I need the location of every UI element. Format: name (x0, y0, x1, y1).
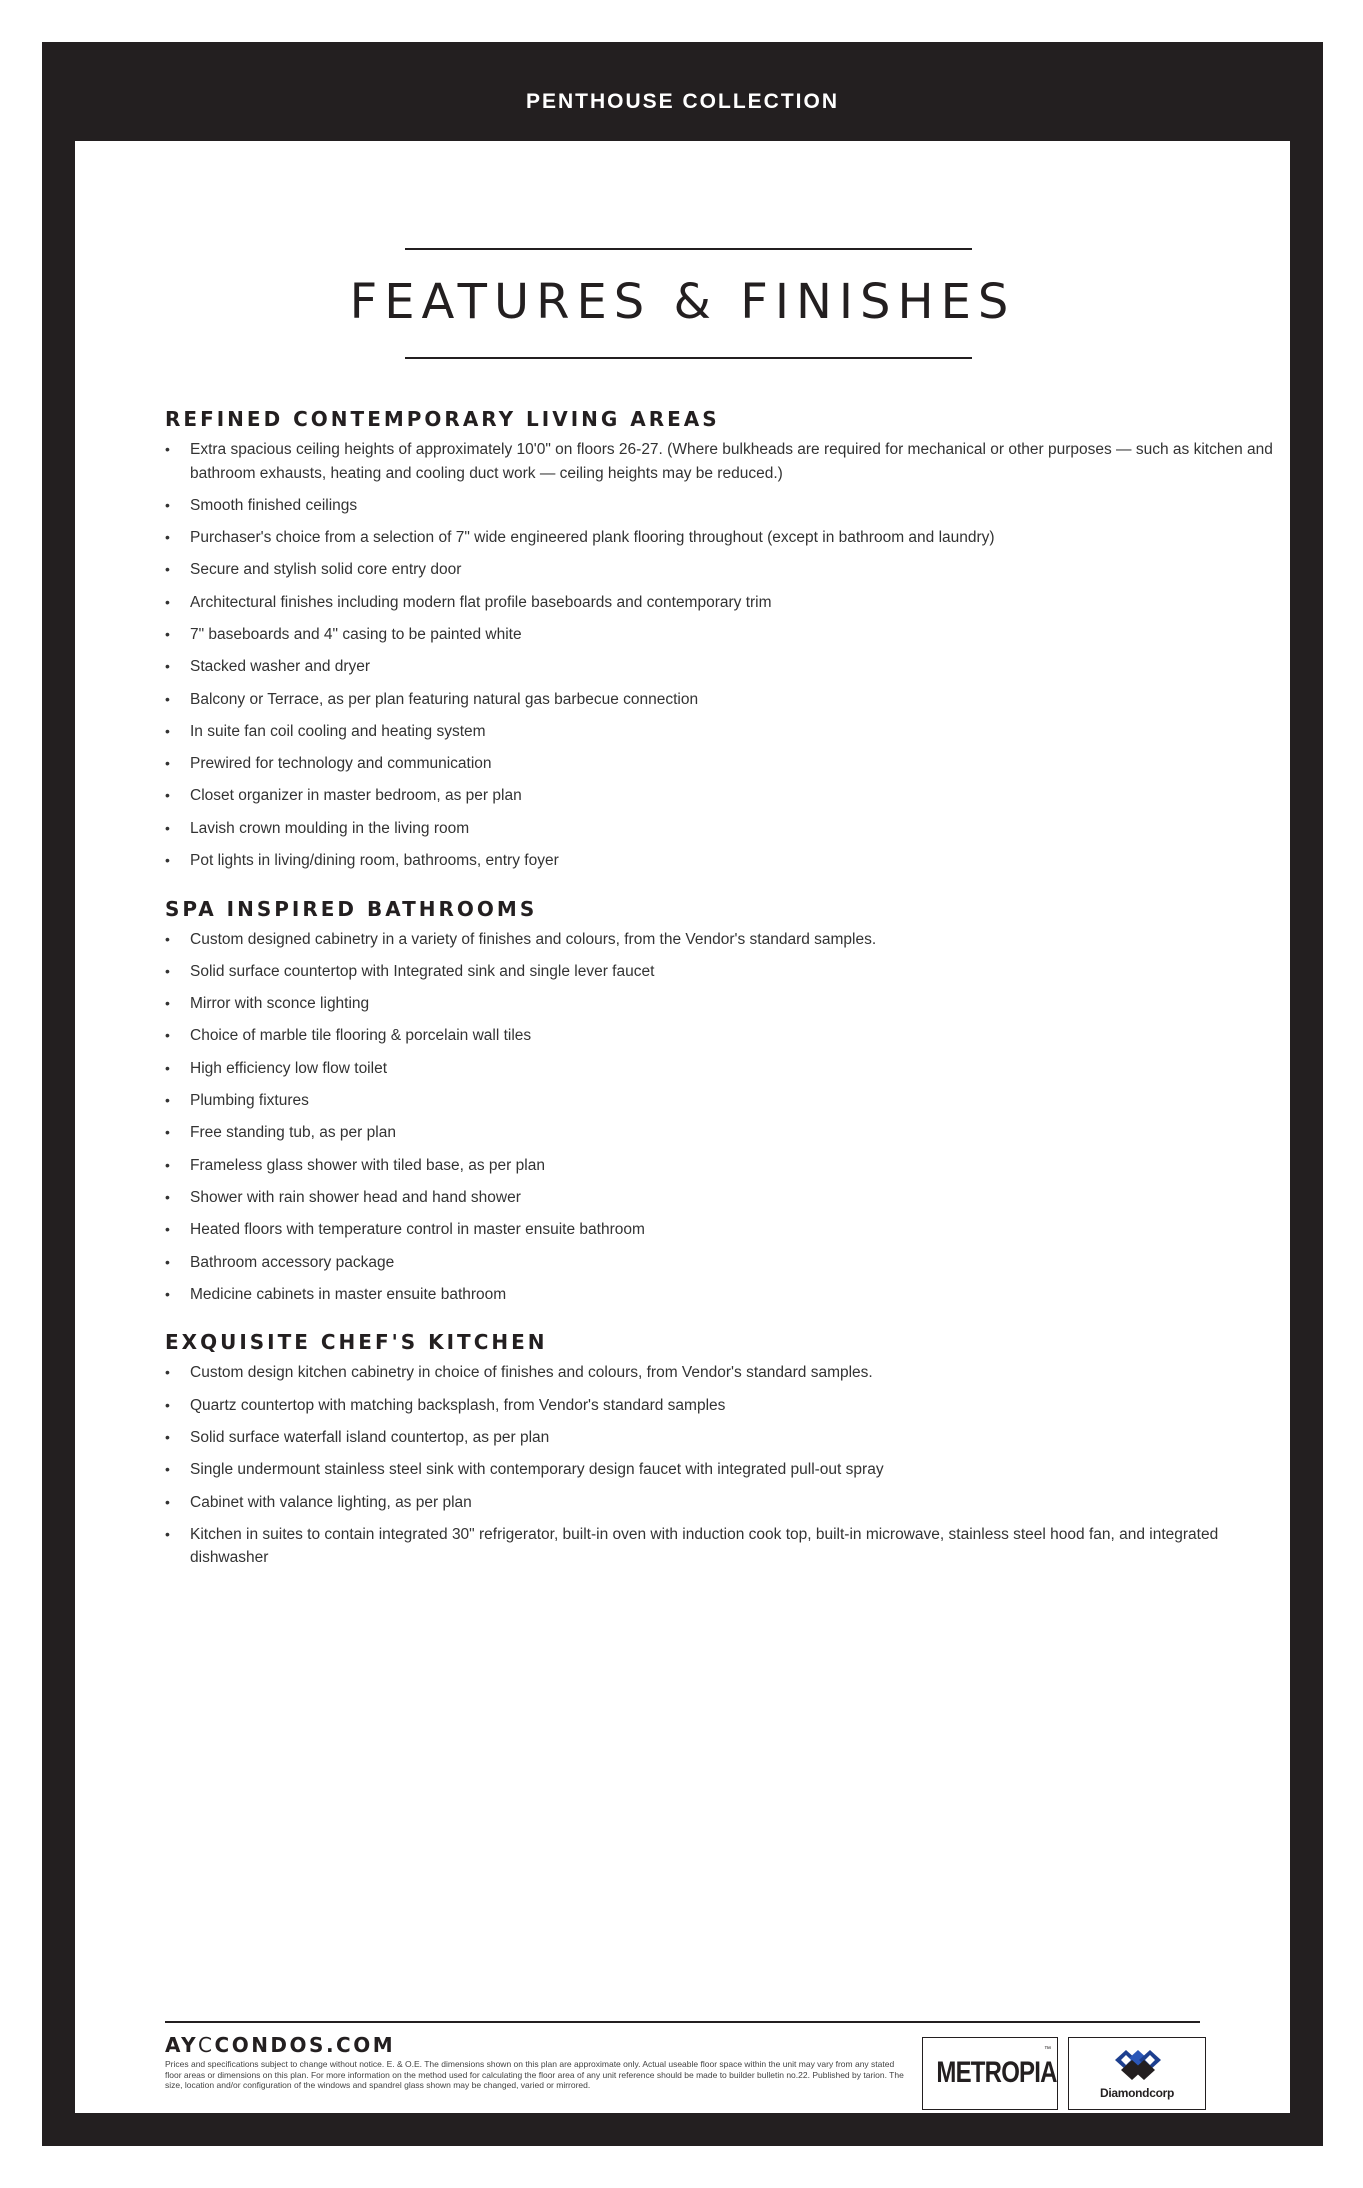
list-item: • Closet organizer in master bedroom, as per plan (165, 784, 1295, 808)
list-item: • Solid surface waterfall island countertop, as per plan (165, 1426, 1295, 1450)
list-item: • Pot lights in living/dining room, bathrooms, entry foyer (165, 849, 1295, 873)
bullet-icon: • (165, 1525, 170, 1542)
list-item: • Custom designed cabinetry in a variety of finishes and colours, from the Vendor's standard samples. (165, 928, 1295, 952)
list-item: • Heated floors with temperature control in master ensuite bathroom (165, 1218, 1295, 1242)
metropia-logo: METROPIA ™ (922, 2037, 1058, 2110)
bullet-icon: • (165, 625, 170, 642)
list-item: • Purchaser's choice from a selection of 7" wide engineered plank flooring throughout (except in bathroom and laundry) (165, 526, 1295, 550)
list-item: • Kitchen in suites to contain integrated 30" refrigerator, built-in oven with induction cook top, built-in microwave, stainless steel hood fan, and integrated dishwasher (165, 1523, 1295, 1570)
bullet-icon: • (165, 722, 170, 739)
bullet-icon: • (165, 593, 170, 610)
bullet-icon: • (165, 690, 170, 707)
list-item: • Solid surface countertop with Integrated sink and single lever faucet (165, 960, 1295, 984)
page-frame (42, 42, 1323, 2146)
bullet-icon: • (165, 1156, 170, 1173)
section-heading: SPA INSPIRED BATHROOMS (165, 896, 538, 921)
list-item: • 7" baseboards and 4" casing to be painted white (165, 623, 1295, 647)
list-item: • Free standing tub, as per plan (165, 1121, 1295, 1145)
bullet-icon: • (165, 787, 170, 804)
feature-list (165, 928, 1295, 1307)
bullet-icon: • (165, 755, 170, 772)
bullet-icon: • (165, 1396, 170, 1413)
bullet-icon: • (165, 1253, 170, 1270)
section-heading: EXQUISITE CHEF'S KITCHEN (165, 1330, 548, 1355)
bullet-icon: • (165, 962, 170, 979)
bullet-icon: • (165, 1461, 170, 1478)
bullet-icon: • (165, 658, 170, 675)
list-item: • Stacked washer and dryer (165, 655, 1295, 679)
bullet-icon: • (165, 995, 170, 1012)
list-item: • Quartz countertop with matching backsplash, from Vendor's standard samples (165, 1394, 1295, 1418)
list-item: • Plumbing fixtures (165, 1089, 1295, 1113)
bullet-icon: • (165, 1124, 170, 1141)
list-item: • Choice of marble tile flooring & porcelain wall tiles (165, 1024, 1295, 1048)
bullet-icon: • (165, 441, 170, 457)
website-link[interactable]: AYCCONDOS.COM (165, 2033, 396, 2057)
list-item: • Smooth finished ceilings (165, 494, 1295, 518)
list-item: • Custom design kitchen cabinetry in choice of finishes and colours, from Vendor's standard samples. (165, 1361, 1295, 1385)
title-rule-bottom (405, 357, 972, 359)
list-item: • Extra spacious ceiling heights of approximately 10'0" on floors 26-27. (Where bulkheads are required for mechanical or other purposes — such as kitchen and bathroom exhausts, heating and cooling duct work — ceiling heights may be reduced.) (165, 438, 1295, 485)
list-item: • High efficiency low flow toilet (165, 1057, 1295, 1081)
features-content (165, 407, 1295, 1594)
bullet-icon: • (165, 1188, 170, 1205)
bullet-icon: • (165, 1221, 170, 1238)
bullet-icon: • (165, 1059, 170, 1076)
list-item: • Lavish crown moulding in the living room (165, 817, 1295, 841)
list-item: • Shower with rain shower head and hand shower (165, 1186, 1295, 1210)
list-item: • Single undermount stainless steel sink with contemporary design faucet with integrated pull-out spray (165, 1458, 1295, 1482)
bullet-icon: • (165, 852, 170, 869)
bullet-icon: • (165, 561, 170, 578)
title-rule-top (405, 248, 972, 250)
feature-list (165, 1361, 1295, 1569)
page-title: FEATURES & FINISHES (349, 274, 1016, 330)
bullet-icon: • (165, 1364, 170, 1381)
section-bathrooms (165, 897, 1295, 1307)
bullet-icon: • (165, 1092, 170, 1109)
bullet-icon: • (165, 1285, 170, 1302)
list-item: • Mirror with sconce lighting (165, 992, 1295, 1016)
section-kitchen (165, 1330, 1295, 1569)
bullet-icon: • (165, 529, 170, 546)
bullet-icon: • (165, 1027, 170, 1044)
bullet-icon: • (165, 819, 170, 836)
feature-list (165, 438, 1295, 873)
list-item: • In suite fan coil cooling and heating system (165, 720, 1295, 744)
section-heading: REFINED CONTEMPORARY LIVING AREAS (165, 407, 720, 431)
list-item: • Balcony or Terrace, as per plan featuring natural gas barbecue connection (165, 688, 1295, 712)
diamondcorp-mark-icon (1113, 2048, 1163, 2082)
section-living-areas (165, 407, 1295, 873)
legal-disclaimer: Prices and specifications subject to change without notice. E. & O.E. The dimensions shown on this plan are approximate only. Actual useable floor space within the unit may vary from any stated floor areas or dimensions on this plan. For more information on the method used for calculating the floor area of any unit reference should be made to builder bulletin no.22. Published by tarion. The size, location and/or configuration of the windows and spandrel glass shown may be changed, varied or mirrored. (165, 2059, 904, 2090)
list-item: • Frameless glass shower with tiled base, as per plan (165, 1154, 1295, 1178)
footer-rule (165, 2021, 1200, 2023)
list-item: • Cabinet with valance lighting, as per plan (165, 1491, 1295, 1515)
diamondcorp-logo: Diamondcorp (1068, 2037, 1206, 2110)
list-item: • Architectural finishes including modern flat profile baseboards and contemporary trim (165, 591, 1295, 615)
list-item: • Secure and stylish solid core entry door (165, 558, 1295, 582)
bullet-icon: • (165, 1493, 170, 1510)
bullet-icon: • (165, 930, 170, 947)
bullet-icon: • (165, 496, 170, 513)
list-item: • Bathroom accessory package (165, 1251, 1295, 1275)
list-item: • Medicine cabinets in master ensuite bathroom (165, 1283, 1295, 1307)
collection-title: PENTHOUSE COLLECTION (525, 90, 839, 113)
content-panel (75, 141, 1290, 2113)
bullet-icon: • (165, 1428, 170, 1445)
list-item: • Prewired for technology and communication (165, 752, 1295, 776)
